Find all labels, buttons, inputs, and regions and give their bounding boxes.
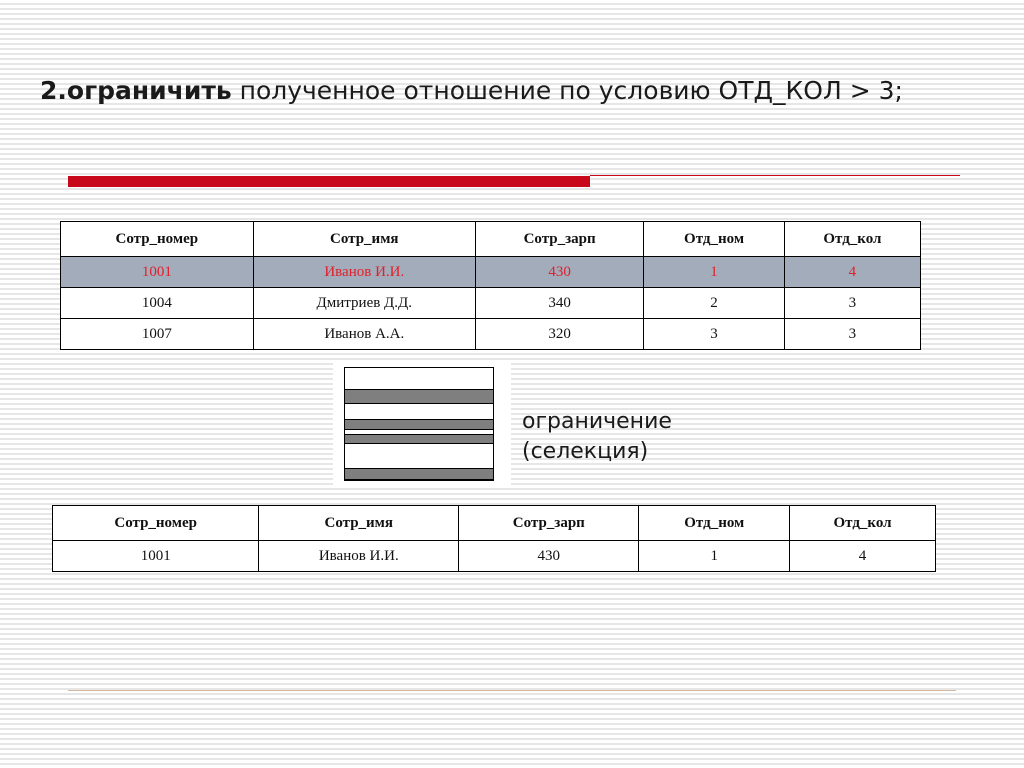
column-header: Сотр_номер — [61, 222, 254, 257]
footer-divider — [68, 690, 956, 691]
caption-line-1: ограничение — [522, 409, 672, 434]
table-cell: Иванов И.И. — [253, 257, 475, 288]
table-cell: 1 — [644, 257, 785, 288]
table-cell: Иванов И.И. — [259, 541, 459, 572]
table-row — [61, 288, 921, 319]
table-header-row — [53, 506, 936, 541]
table-cell: 320 — [475, 319, 643, 350]
table-cell: 1007 — [61, 319, 254, 350]
table-cell: 3 — [784, 319, 920, 350]
table-cell: 2 — [644, 288, 785, 319]
table-cell: 430 — [475, 257, 643, 288]
table-cell: 3 — [644, 319, 785, 350]
table-cell: 1004 — [61, 288, 254, 319]
accent-bar — [68, 176, 590, 187]
table-cell: 1001 — [61, 257, 254, 288]
selection-diagram — [333, 360, 511, 485]
table-cell: 1001 — [53, 541, 259, 572]
caption-line-2: (селекция) — [522, 439, 649, 464]
title-rest: полученное отношение по условию ОТД_КОЛ > 3; — [231, 76, 903, 105]
column-header: Отд_кол — [784, 222, 920, 257]
slide-title — [40, 76, 903, 105]
column-header: Сотр_зарп — [459, 506, 639, 541]
column-header: Отд_ном — [644, 222, 785, 257]
column-header: Отд_ном — [639, 506, 790, 541]
table-cell: 3 — [784, 288, 920, 319]
result-relation-table — [52, 505, 936, 572]
column-header: Сотр_имя — [253, 222, 475, 257]
table-cell: Дмитриев Д.Д. — [253, 288, 475, 319]
table-cell: Иванов А.А. — [253, 319, 475, 350]
column-header: Сотр_имя — [259, 506, 459, 541]
title-bold: 2.ограничить — [40, 76, 232, 105]
column-header: Отд_кол — [790, 506, 936, 541]
source-relation-table — [60, 221, 921, 350]
table-cell: 340 — [475, 288, 643, 319]
table-row-selected — [61, 257, 921, 288]
column-header: Сотр_зарп — [475, 222, 643, 257]
table-row — [61, 319, 921, 350]
table-cell: 4 — [784, 257, 920, 288]
table-cell: 1 — [639, 541, 790, 572]
table-row — [53, 541, 936, 572]
selection-icon — [344, 367, 494, 481]
table-cell: 430 — [459, 541, 639, 572]
selection-caption — [522, 407, 672, 467]
table-header-row — [61, 222, 921, 257]
table-cell: 4 — [790, 541, 936, 572]
accent-line — [590, 175, 960, 176]
column-header: Сотр_номер — [53, 506, 259, 541]
